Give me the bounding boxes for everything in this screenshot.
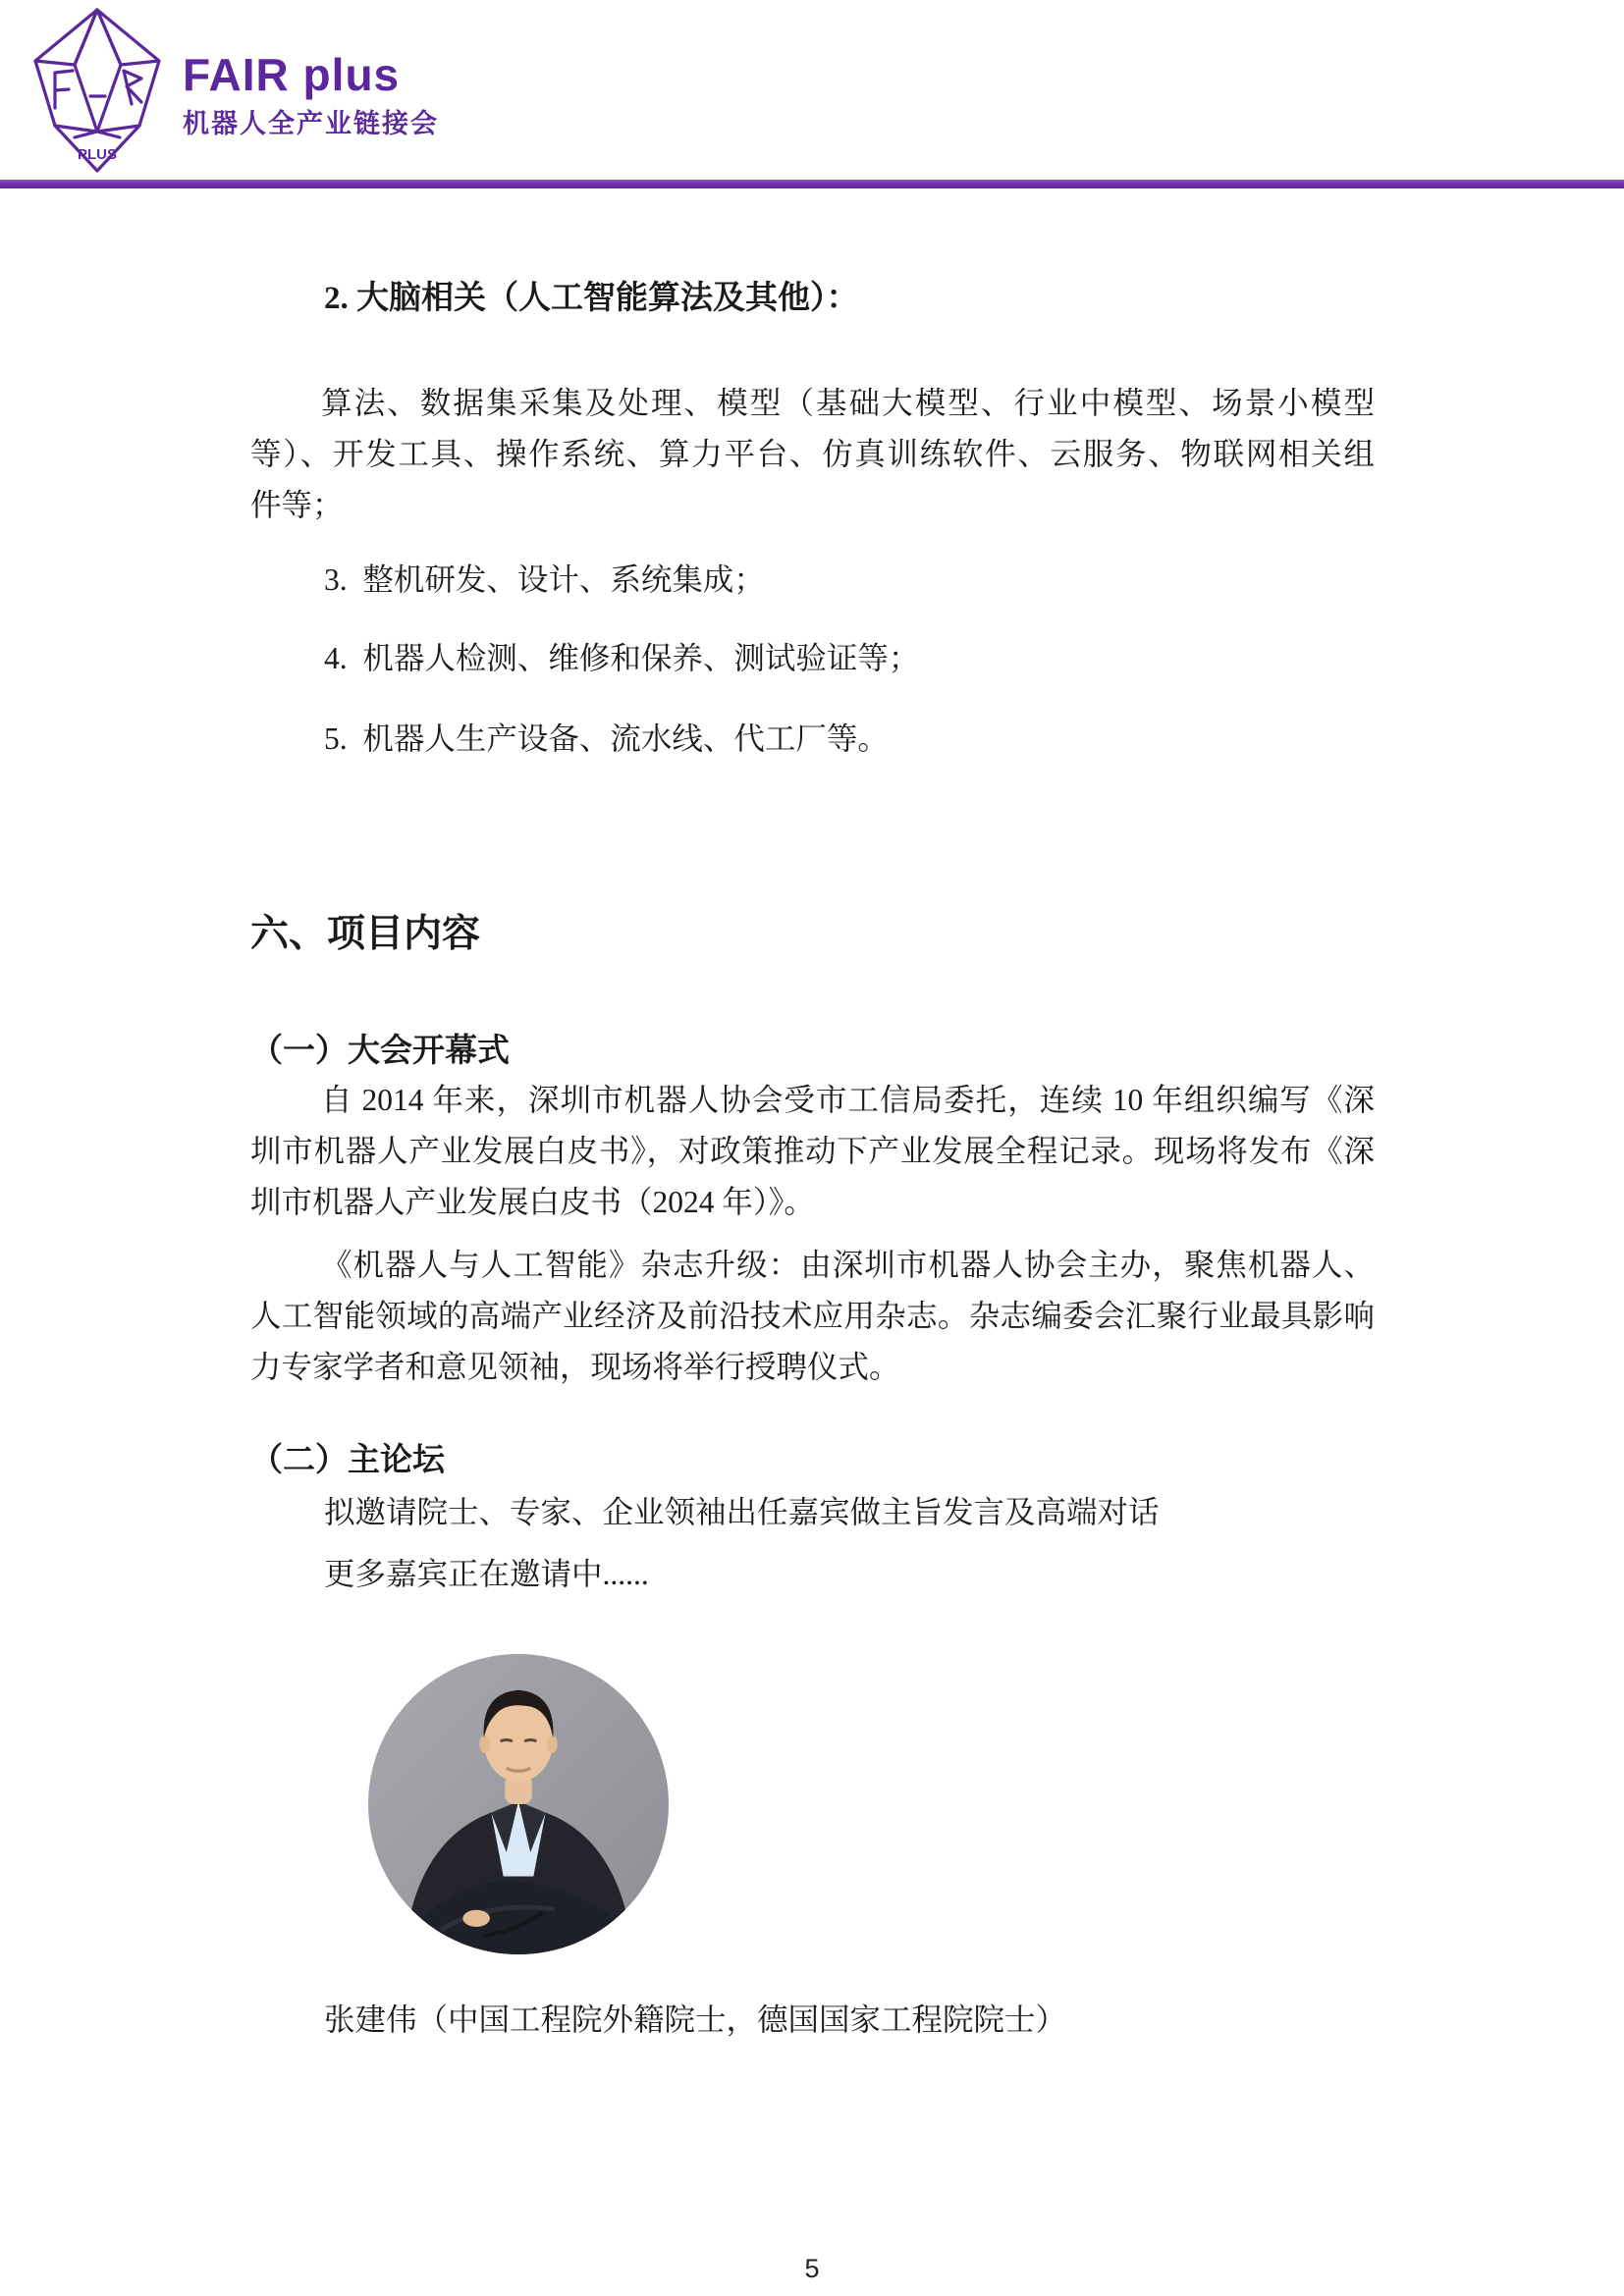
subsection-2-line-1: 拟邀请院士、专家、企业领袖出任嘉宾做主旨发言及高端对话 [324, 1495, 1160, 1529]
page-number: 5 [804, 2254, 820, 2283]
list-item-2-heading: 2. 大脑相关（人工智能算法及其他）： [324, 281, 859, 316]
speaker-photo [368, 1654, 669, 1954]
logo-plus-text: PLUS [77, 146, 118, 163]
header-divider [0, 180, 1624, 188]
body-line: 件等； [250, 488, 344, 522]
subsection-2-heading: （二）主论坛 [250, 1443, 445, 1478]
speaker-portrait-illustration [368, 1654, 669, 1954]
list-item-4: 4. 机器人检测、维修和保养、测试验证等； [324, 641, 920, 675]
body-line: 算法、数据集采集及处理、模型（基础大模型、行业中模型、场景小模型 [321, 386, 1375, 420]
list-item-5: 5. 机器人生产设备、流水线、代工厂等。 [324, 721, 889, 756]
body-line: 力专家学者和意见领袖，现场将举行授聘仪式。 [250, 1350, 900, 1384]
speaker-caption: 张建伟（中国工程院外籍院士，德国国家工程院院士） [324, 2002, 1067, 2037]
body-line: 圳市机器人产业发展白皮书（2024 年）》。 [250, 1185, 815, 1219]
list-item-2-body [250, 378, 1375, 531]
fairplus-gem-logo-icon [29, 6, 165, 175]
list-item-3: 3. 整机研发、设计、系统集成； [324, 562, 765, 597]
subsection-1-paragraph-2 [250, 1240, 1375, 1393]
body-line: 圳市机器人产业发展白皮书》，对政策推动下产业发展全程记录。现场将发布《深 [250, 1134, 1375, 1168]
body-line: 等）、开发工具、操作系统、算力平台、仿真训练软件、云服务、物联网相关组 [250, 437, 1375, 471]
brand-title: FAIR plus [183, 49, 401, 100]
subsection-1-paragraph-1 [250, 1075, 1375, 1228]
brand-block [183, 51, 439, 140]
brand-subtitle: 机器人全产业链接会 [183, 109, 439, 139]
body-line: 人工智能领域的高端产业经济及前沿技术应用杂志。杂志编委会汇聚行业最具影响 [250, 1299, 1375, 1333]
subsection-2-line-2: 更多嘉宾正在邀请中...... [324, 1557, 649, 1591]
section-title: 六、项目内容 [250, 913, 481, 955]
body-line: 《机器人与人工智能》杂志升级：由深圳市机器人协会主办，聚焦机器人、 [321, 1248, 1375, 1282]
subsection-1-heading: （一）大会开幕式 [250, 1034, 510, 1069]
body-line: 自 2014 年来，深圳市机器人协会受市工信局委托，连续 10 年组织编写《深 [321, 1083, 1375, 1117]
